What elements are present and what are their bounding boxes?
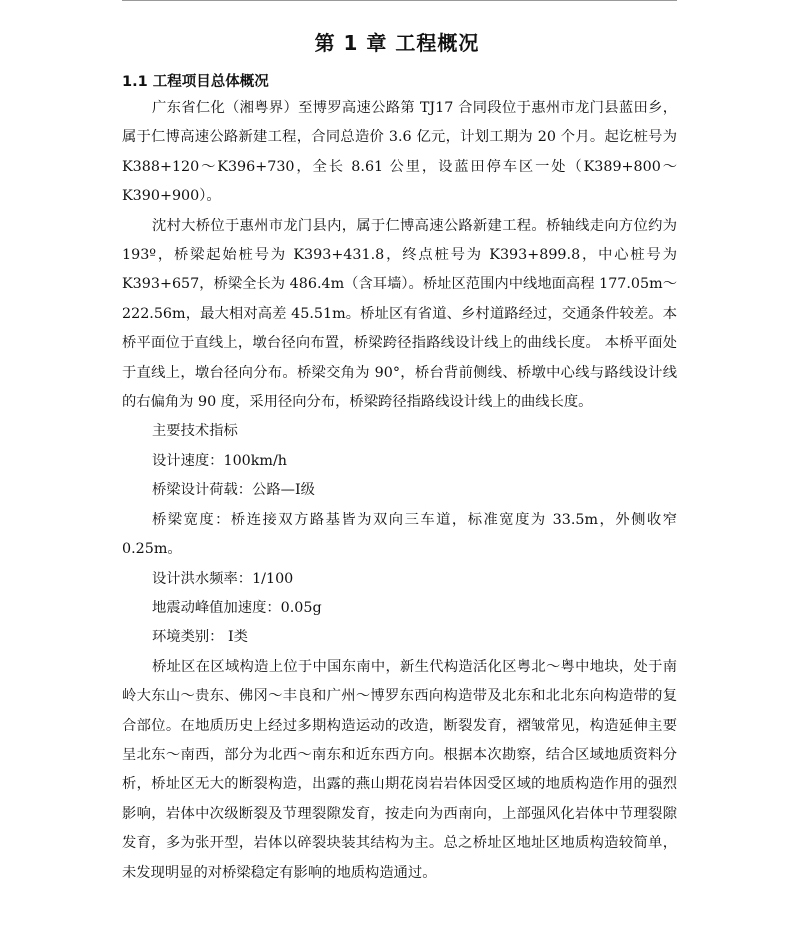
paragraph-project-overview: 广东省仁化（湘粤界）至博罗高速公路第 TJ17 合同段位于惠州市龙门县蓝田乡，属于仁博高速公路新建工程，合同总造价 3.6 亿元，计划工期为 20 个月。起讫桩号为 K388+120～K396+730，全长 8.61 公里，设蓝田停车区一处（K389+800～K390+900）。 [122,100,677,205]
header-rule [122,0,677,1]
spec-design-load: 桥梁设计荷载：公路—Ⅰ级 [152,482,315,499]
chapter-title: 第 1 章 工程概况 [314,31,480,55]
tech-specs-heading: 主要技术指标 [152,423,238,440]
paragraph-bridge-description: 沈村大桥位于惠州市龙门县内，属于仁博高速公路新建工程。桥轴线走向方位约为 193º，桥梁起始桩号为 K393+431.8，终点桩号为 K393+899.8，中心桩号为 K393+657，桥梁全长为 486.4m（含耳墙）。桥址区范围内中线地面高程 177.05m～222.56m，最大相对高差 45.51m。桥址区有省道、乡村道路经过，交通条件较差。本桥平面位于直线上，墩台径向布置，桥梁跨径指路线设计线上的曲线长度。 本桥平面处于直线上，墩台径向分布。桥梁交角为 90°，桥台背前侧线、桥墩中心线与路线设计线的右偏角为 90 度，采用径向分布，桥梁跨径指路线设计线上的曲线长度。 [122,217,677,411]
paragraph-geology: 桥址区在区域构造上位于中国东南中，新生代构造活化区粤北～粤中地块，处于南岭大东山～贵东、佛冈～丰良和广州～博罗东西向构造带及北东和北北东向构造带的复合部位。在地质历史上经过多期构造运动的改造，断裂发育，褶皱常见，构造延伸主要呈北东～南西，部分为北西～南东和近东西方向。根据本次勘察，结合区域地质资料分析，桥址区无大的断裂构造，出露的燕山期花岗岩岩体因受区域的地质构造作用的强烈影响，岩体中次级断裂及节理裂隙发育，按走向为西南向，上部强风化岩体中节理裂隙发育，多为张开型，岩体以碎裂块装其结构为主。总之桥址区地址区地质构造较简单，未发现明显的对桥梁稳定有影响的地质构造通过。 [122,658,677,881]
spec-design-speed: 设计速度：100km/h [152,452,288,469]
spec-seismic-acceleration: 地震动峰值加速度：0.05g [152,599,322,616]
spec-environment-class: 环境类别： Ⅰ类 [152,629,248,646]
body-text [122,94,677,888]
spec-flood-frequency: 设计洪水频率：1/100 [152,570,294,587]
spec-bridge-width: 桥梁宽度：桥连接双方路基皆为双向三车道，标准宽度为 33.5m，外侧收窄0.25m。 [122,511,677,558]
section-title: 1.1 工程项目总体概况 [122,74,269,90]
